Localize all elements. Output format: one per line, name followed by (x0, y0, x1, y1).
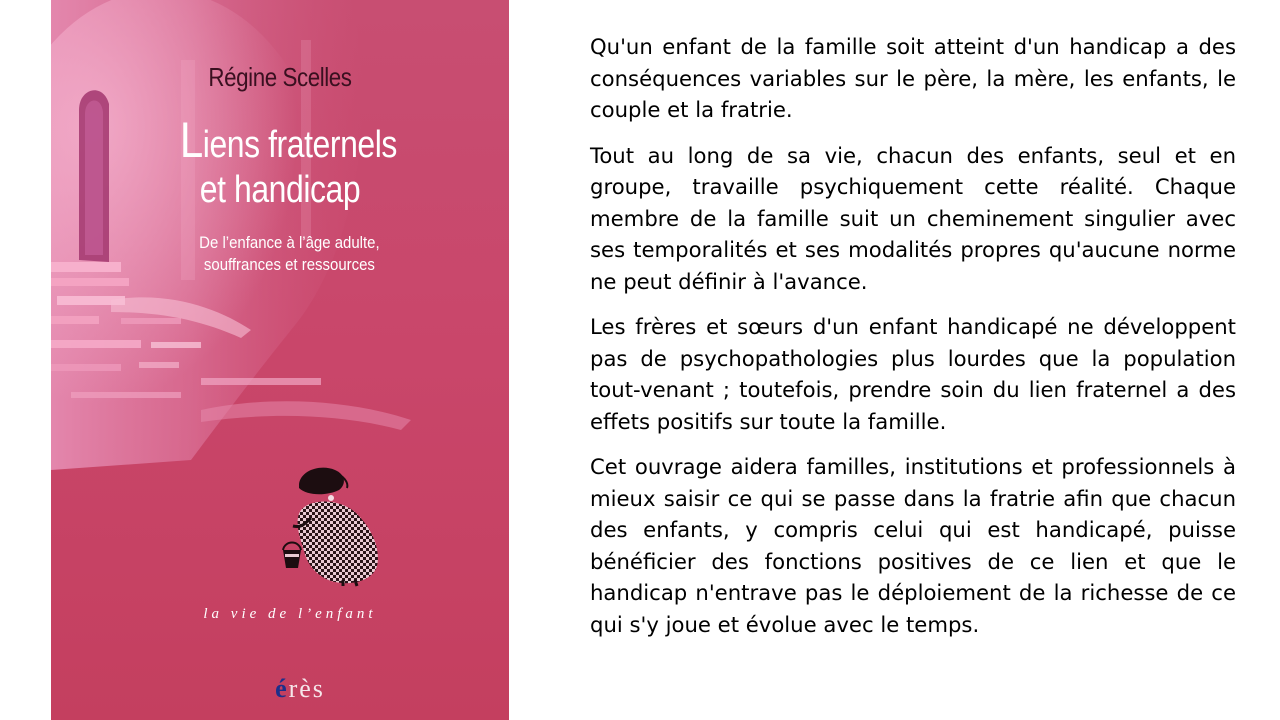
book-cover (51, 0, 509, 720)
cover-subtitle (79, 232, 491, 276)
cover-title-initial: L (179, 112, 203, 168)
description-text (590, 31, 1236, 654)
cover-subtitle-line-2: souffrances et ressources (203, 255, 375, 274)
paragraph-1: Qu'un enfant de la famille soit atteint d'un handicap a des conséquences variables sur le père, la mère, les enfants, le couple et la fratrie. (590, 34, 1236, 122)
cover-author: Régine Scelles (208, 62, 352, 92)
cover-title-rest: iens fraternels (202, 124, 397, 166)
cover-publisher-logo (51, 674, 509, 704)
paragraph-3: Les frères et sœurs d'un enfant handicapé ne développent pas de psychopathologies plus lourdes que la population tout-venant ; toutefois, prendre soin du lien fraternel a des effets positifs sur toute la famille. (590, 314, 1236, 434)
cover-title-line-1 (88, 112, 473, 168)
paragraph-4: Cet ouvrage aidera familles, institutions et professionnels à mieux saisir ce qui se passe dans la fratrie afin que chacun des enfants, y compris celui qui est handicapé, puisse bénéficier des fonctions positives de ce lien et que le handicap n'entrave pas le déploiement de la richesse de ce qui s'y joue et évolue avec le temps. (590, 454, 1236, 637)
cover-subtitle-line-1: De l’enfance à l’âge adulte, (199, 233, 380, 252)
child-figure-illustration (231, 458, 401, 588)
publisher-accent-letter: é (275, 674, 289, 703)
cover-collection-name: la vie de l’enfant (203, 606, 377, 622)
paragraph-2: Tout au long de sa vie, chacun des enfants, seul et en groupe, travaille psychiquement cette réalité. Chaque membre de la famille suit un cheminement singulier avec ses temporalités et ses modalités propres qu'aucune norme ne peut définir à l'avance. (590, 142, 1236, 294)
cover-title (88, 112, 473, 213)
publisher-rest: rès (288, 674, 325, 703)
cover-title-line-2: et handicap (199, 169, 361, 211)
